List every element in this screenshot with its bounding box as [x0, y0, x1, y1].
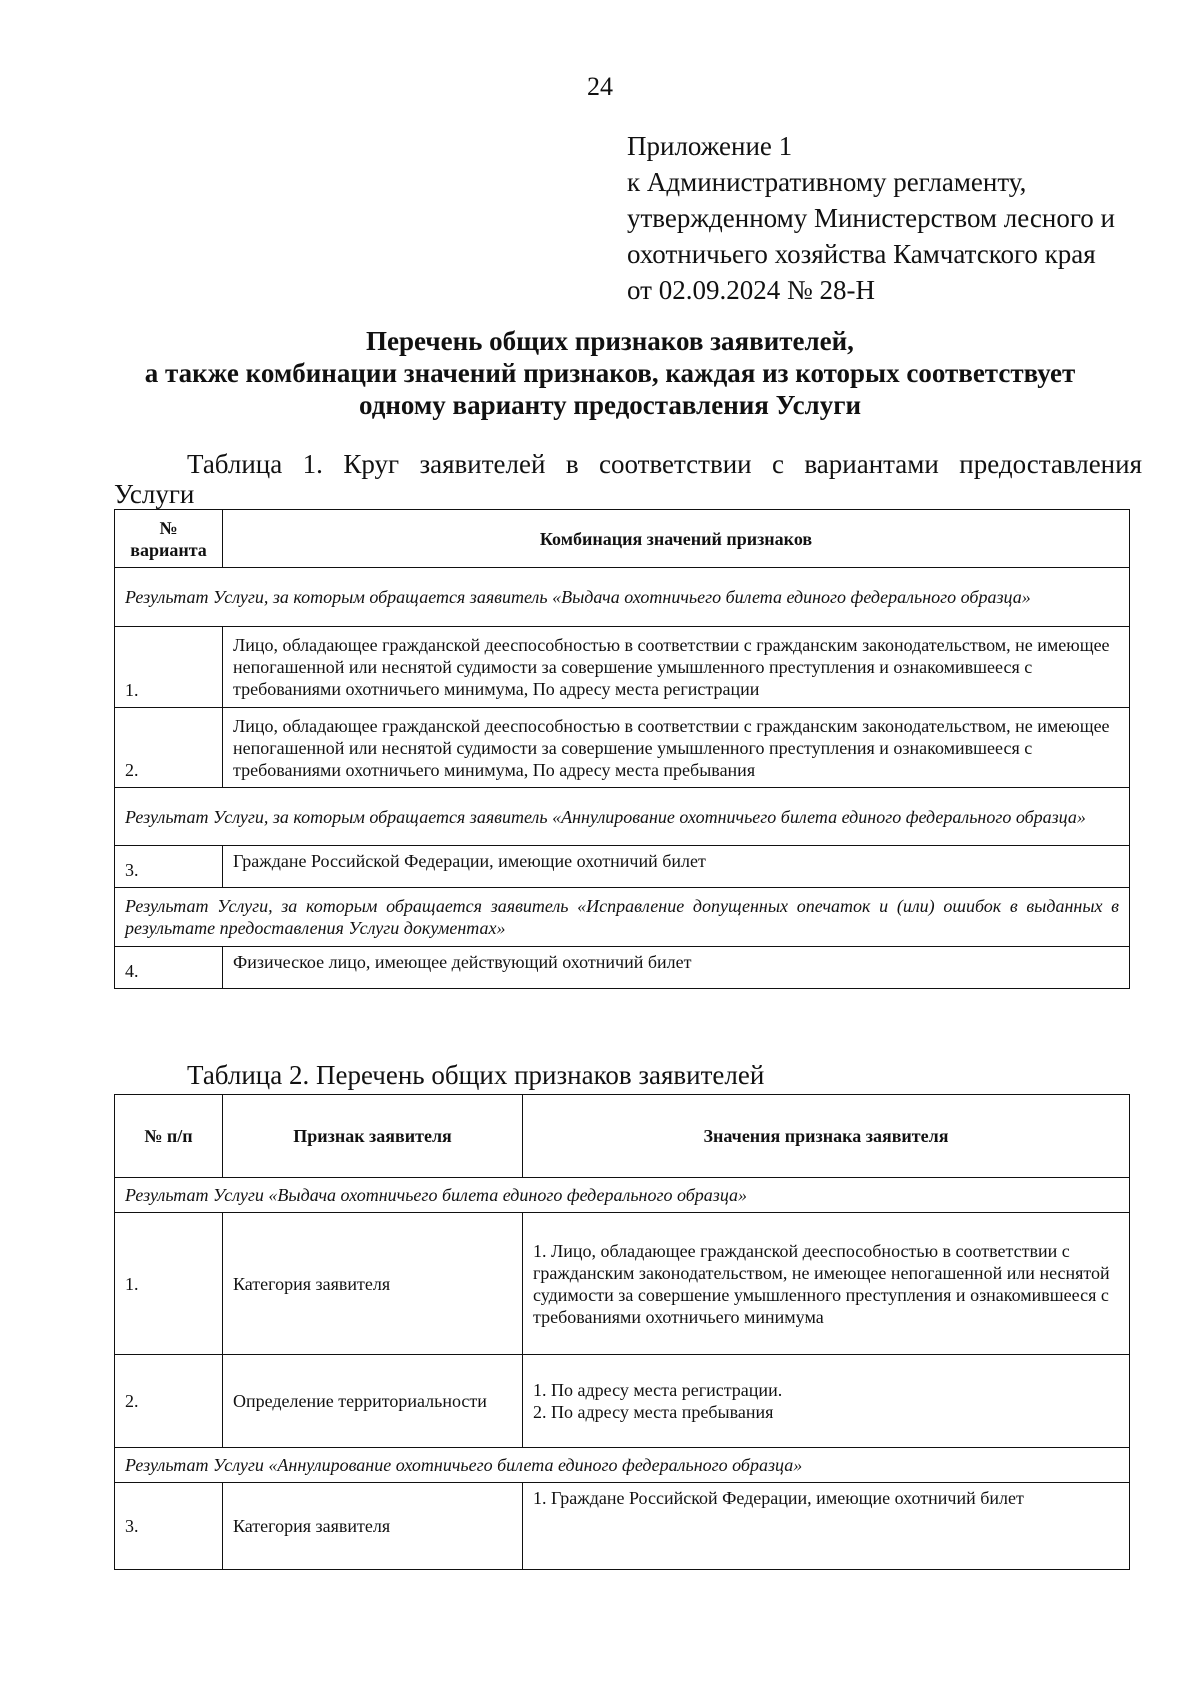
variant-number: 4. [115, 947, 223, 989]
applicant-features-table [114, 1094, 1130, 1570]
feature-value: 1. По адресу места регистрации. [533, 1380, 783, 1400]
section-title: Результат Услуги, за которым обращается заявитель «Выдача охотничьего билета единого федерального образца» [115, 568, 1130, 627]
section-row [115, 1448, 1130, 1483]
section-row [115, 1178, 1130, 1213]
appendix-line: Приложение 1 [627, 131, 793, 161]
feature-values [523, 1213, 1130, 1355]
section-title: Результат Услуги, за которым обращается заявитель «Исправление допущенных опечаток и (или) ошибок в выданных в результате предоставления Услуги документах» [115, 888, 1130, 947]
table-row [115, 1483, 1130, 1570]
section-row [115, 788, 1130, 846]
feature-value: 1. Лицо, обладающее гражданской дееспособностью в соответствии с гражданским законодательством, не имеющее непогашенной или неснятой судимости за совершение умышленного преступления и ознакомившееся с требованиями охотничьего минимума [533, 1240, 1110, 1327]
variant-number: 3. [115, 846, 223, 888]
table-header-row [115, 1095, 1130, 1178]
section-title: Результат Услуги «Выдача охотничьего билета единого федерального образца» [115, 1178, 1130, 1213]
feature-values [523, 1355, 1130, 1448]
combination-text: Лицо, обладающее гражданской дееспособностью в соответствии с гражданским законодательством, не имеющее непогашенной или неснятой судимости за совершение умышленного преступления и ознакомившееся с требованиями охотничьего минимума, По адресу места пребывания [223, 708, 1130, 788]
applicants-variants-table [114, 509, 1130, 989]
row-number: 3. [115, 1483, 223, 1570]
header-feature: Признак заявителя [223, 1095, 523, 1178]
table-row [115, 1213, 1130, 1355]
appendix-block [627, 128, 1167, 308]
header-text: № [159, 517, 178, 538]
combination-text: Физическое лицо, имеющее действующий охотничий билет [223, 947, 1130, 989]
section-title: Результат Услуги «Аннулирование охотничьего билета единого федерального образца» [115, 1448, 1130, 1483]
feature-values [523, 1483, 1130, 1570]
table1-caption-line: Таблица 1. Круг заявителей в соответствии с вариантами предоставления [187, 449, 1142, 479]
table-row [115, 1355, 1130, 1448]
document-title [110, 325, 1110, 421]
feature-name: Категория заявителя [223, 1483, 523, 1570]
table-header-row [115, 510, 1130, 568]
header-number: № п/п [115, 1095, 223, 1178]
title-line: одному варианту предоставления Услуги [358, 390, 862, 420]
feature-name: Определение территориальности [223, 1355, 523, 1448]
table1-caption [114, 449, 1142, 509]
variant-number: 2. [115, 708, 223, 788]
header-combination: Комбинация значений признаков [223, 510, 1130, 568]
combination-text: Лицо, обладающее гражданской дееспособностью в соответствии с гражданским законодательством, не имеющее непогашенной или неснятой судимости за совершение умышленного преступления и ознакомившееся с требованиями охотничьего минимума, По адресу места регистрации [223, 627, 1130, 708]
combination-text: Граждане Российской Федерации, имеющие охотничий билет [223, 846, 1130, 888]
header-text: варианта [130, 539, 207, 560]
appendix-line: охотничьего хозяйства Камчатского края [627, 239, 1096, 269]
section-row [115, 888, 1130, 947]
title-line: Перечень общих признаков заявителей, [366, 326, 854, 356]
header-variant-number [115, 510, 223, 568]
appendix-line: утвержденному Министерством лесного и [627, 203, 1115, 233]
table1-caption-line: Услуги [114, 479, 195, 509]
table-row [115, 947, 1130, 989]
page-number: 24 [587, 72, 613, 101]
row-number: 1. [115, 1213, 223, 1355]
variant-number: 1. [115, 627, 223, 708]
row-number: 2. [115, 1355, 223, 1448]
title-line: а также комбинации значений признаков, каждая из которых соответствует [144, 358, 1076, 388]
table2-caption: Таблица 2. Перечень общих признаков заявителей [187, 1060, 765, 1090]
section-title: Результат Услуги, за которым обращается заявитель «Аннулирование охотничьего билета единого федерального образца» [115, 788, 1130, 846]
header-values: Значения признака заявителя [523, 1095, 1130, 1178]
table-row [115, 708, 1130, 788]
feature-name: Категория заявителя [223, 1213, 523, 1355]
feature-value: 2. По адресу места пребывания [533, 1402, 774, 1422]
appendix-line: к Административному регламенту, [627, 167, 1027, 197]
appendix-line: от 02.09.2024 № 28-Н [627, 275, 875, 305]
section-row [115, 568, 1130, 627]
feature-value: 1. Граждане Российской Федерации, имеющие охотничий билет [533, 1488, 1024, 1508]
table-row [115, 846, 1130, 888]
table-row [115, 627, 1130, 708]
